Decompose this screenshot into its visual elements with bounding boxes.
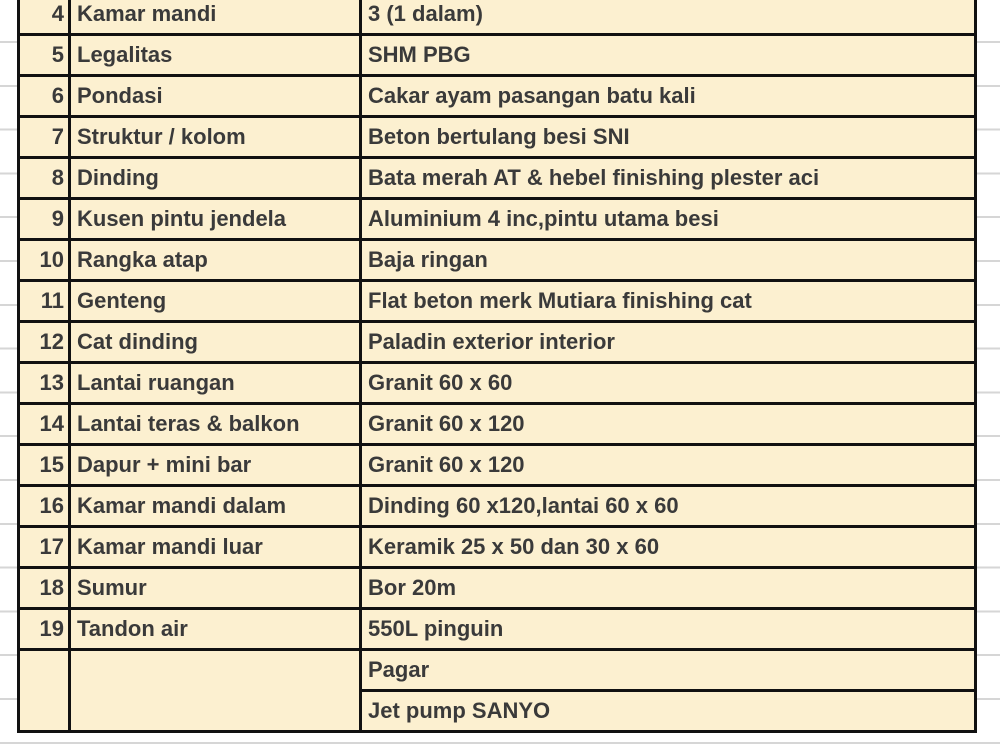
- table-row: [19, 76, 976, 117]
- spec-cell[interactable]: Paladin exterior interior: [361, 322, 976, 363]
- spec-cell[interactable]: Beton bertulang besi SNI: [361, 117, 976, 158]
- row-number-cell[interactable]: 16: [19, 486, 70, 527]
- spec-cell[interactable]: Bor 20m: [361, 568, 976, 609]
- item-cell[interactable]: Struktur / kolom: [70, 117, 361, 158]
- spec-cell[interactable]: 3 (1 dalam): [361, 0, 976, 35]
- spec-cell[interactable]: Bata merah AT & hebel finishing plester aci: [361, 158, 976, 199]
- row-number-cell[interactable]: [19, 650, 70, 732]
- item-cell[interactable]: [70, 650, 361, 732]
- item-cell[interactable]: Rangka atap: [70, 240, 361, 281]
- row-number-cell[interactable]: 7: [19, 117, 70, 158]
- spec-cell[interactable]: Dinding 60 x120,lantai 60 x 60: [361, 486, 976, 527]
- spec-cell[interactable]: 550L pinguin: [361, 609, 976, 650]
- item-cell[interactable]: Kusen pintu jendela: [70, 199, 361, 240]
- spec-cell[interactable]: Granit 60 x 120: [361, 404, 976, 445]
- row-number-cell[interactable]: 5: [19, 35, 70, 76]
- item-cell[interactable]: Kamar mandi dalam: [70, 486, 361, 527]
- item-cell[interactable]: Lantai ruangan: [70, 363, 361, 404]
- table-row: [19, 322, 976, 363]
- spec-cell[interactable]: Granit 60 x 60: [361, 363, 976, 404]
- spec-cell[interactable]: Granit 60 x 120: [361, 445, 976, 486]
- row-number-cell[interactable]: 14: [19, 404, 70, 445]
- item-cell[interactable]: Sumur: [70, 568, 361, 609]
- spec-table: [17, 0, 977, 733]
- row-number-cell[interactable]: 11: [19, 281, 70, 322]
- table-row: [19, 445, 976, 486]
- item-cell[interactable]: Cat dinding: [70, 322, 361, 363]
- spec-cell[interactable]: SHM PBG: [361, 35, 976, 76]
- table-row: [19, 609, 976, 650]
- item-cell[interactable]: Kamar mandi luar: [70, 527, 361, 568]
- row-number-cell[interactable]: 4: [19, 0, 70, 35]
- item-cell[interactable]: Pondasi: [70, 76, 361, 117]
- row-number-cell[interactable]: 9: [19, 199, 70, 240]
- table-row: [19, 527, 976, 568]
- item-cell[interactable]: Tandon air: [70, 609, 361, 650]
- spec-cell[interactable]: Flat beton merk Mutiara finishing cat: [361, 281, 976, 322]
- table-row: [19, 158, 976, 199]
- table-row: [19, 486, 976, 527]
- table-row: [19, 240, 976, 281]
- row-number-cell[interactable]: 6: [19, 76, 70, 117]
- table-row: [19, 117, 976, 158]
- row-number-cell[interactable]: 19: [19, 609, 70, 650]
- row-number-cell[interactable]: 10: [19, 240, 70, 281]
- spec-cell[interactable]: Cakar ayam pasangan batu kali: [361, 76, 976, 117]
- row-number-cell[interactable]: 8: [19, 158, 70, 199]
- table-row: [19, 568, 976, 609]
- item-cell[interactable]: Lantai teras & balkon: [70, 404, 361, 445]
- table-row: [19, 199, 976, 240]
- table-row: [19, 35, 976, 76]
- item-cell[interactable]: Legalitas: [70, 35, 361, 76]
- item-cell[interactable]: Dinding: [70, 158, 361, 199]
- item-cell[interactable]: Dapur + mini bar: [70, 445, 361, 486]
- table-row: [19, 281, 976, 322]
- item-cell[interactable]: Kamar mandi: [70, 0, 361, 35]
- item-cell[interactable]: Genteng: [70, 281, 361, 322]
- spec-cell[interactable]: Baja ringan: [361, 240, 976, 281]
- spec-cell[interactable]: Aluminium 4 inc,pintu utama besi: [361, 199, 976, 240]
- row-number-cell[interactable]: 15: [19, 445, 70, 486]
- spec-cell[interactable]: Jet pump SANYO: [361, 691, 976, 732]
- table-row: [19, 363, 976, 404]
- spec-cell[interactable]: Keramik 25 x 50 dan 30 x 60: [361, 527, 976, 568]
- row-number-cell[interactable]: 12: [19, 322, 70, 363]
- row-number-cell[interactable]: 13: [19, 363, 70, 404]
- table-row: [19, 0, 976, 35]
- spec-cell[interactable]: Pagar: [361, 650, 976, 691]
- row-number-cell[interactable]: 18: [19, 568, 70, 609]
- table-row: [19, 404, 976, 445]
- table-row: [19, 650, 976, 691]
- row-number-cell[interactable]: 17: [19, 527, 70, 568]
